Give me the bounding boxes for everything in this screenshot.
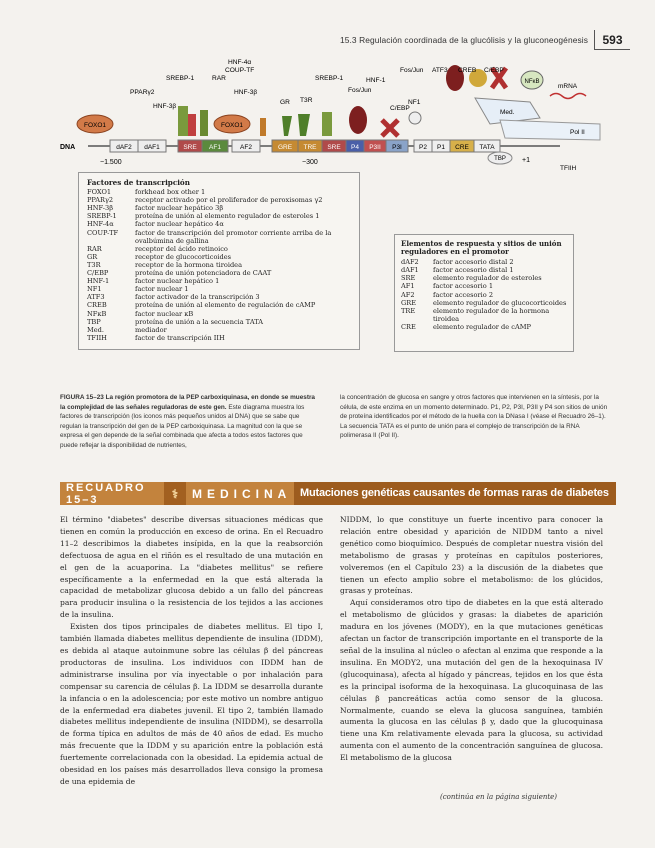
lbl-hnf3b: HNF-3β <box>153 103 177 110</box>
fosjun-protein <box>349 106 367 134</box>
body-column-right <box>340 514 603 764</box>
lbl-gr: GR <box>280 99 290 106</box>
tf-row <box>87 245 351 253</box>
re-row <box>401 299 567 307</box>
seg-sre1: SRE <box>183 144 197 151</box>
tf-definition: factor nuclear hepático 4α <box>135 220 224 229</box>
tf-abbr: PPARγ2 <box>87 196 114 205</box>
tf-row <box>87 334 351 342</box>
promoter-figure <box>60 58 620 178</box>
tf-definition: receptor activado por el proliferador de peroxisomas γ2 <box>135 196 323 205</box>
mrna-wave <box>550 94 586 99</box>
seg-daf1: dAF1 <box>144 144 160 151</box>
tf-definition: mediador <box>135 325 167 334</box>
tf-abbr: ATF3 <box>87 293 105 302</box>
seg-sre2: SRE <box>327 144 341 151</box>
foxo1-label-right: FOXO1 <box>220 122 244 129</box>
lbl-creb: CREB <box>458 67 477 74</box>
tf-definition: receptor del ácido retinoico <box>135 244 228 253</box>
left-paragraph-1: El término "diabetes" describe diversas situaciones médicas que tienen en común la producción en exceso de orina. En el Recuadro 11–2 describimos la diabetes insípida, en la que la reabsorción defectuosa de agua en el riñón es el resultado de una mutación en el gen de la acuaporina. La "diabetes mellitus" se refiere específicamente a la enfermedad en la que está alterada la capacidad de metabolizar glucosa debido a un fallo del páncreas para producir insulina o la resistencia de los tejidos a las acciones de la insulina. <box>60 515 323 620</box>
seg-p4: P4 <box>351 144 359 151</box>
tf-definition: factor activador de la transcripción 3 <box>135 293 260 302</box>
re-abbr: AF1 <box>401 282 415 291</box>
figure-caption-left <box>60 393 315 450</box>
re-definition: factor accesorio 2 <box>433 290 494 299</box>
tf-row <box>87 293 351 301</box>
re-abbr: SRE <box>401 274 416 283</box>
re-abbr: GRE <box>401 298 417 307</box>
tf-abbr: FOXO1 <box>87 188 112 197</box>
tf-abbr: GR <box>87 252 98 261</box>
tf-row <box>87 326 351 334</box>
lbl-fosjun2: Fos/Jun <box>400 67 424 74</box>
lbl-hnf1: HNF-1 <box>366 77 386 84</box>
re-abbr: TRE <box>401 306 416 315</box>
re-abbr: dAF1 <box>401 266 419 275</box>
tf-abbr: SREBP-1 <box>87 212 117 221</box>
re-row <box>401 258 567 266</box>
re-definition: factor accesorio distal 1 <box>433 266 514 275</box>
re-definition: elemento regulador de la hormona tiroidea <box>433 306 550 323</box>
med-label: Med. <box>500 109 515 116</box>
tf-definition: factor nuclear 1 <box>135 285 189 294</box>
tf-row <box>87 204 351 212</box>
re-row <box>401 266 567 274</box>
tf-legend-title: Factores de transcripción <box>87 178 190 187</box>
tf-row <box>87 310 351 318</box>
lbl-ppar: PPARγ2 <box>130 89 155 96</box>
lbl-couptf: COUP-TF <box>225 67 255 74</box>
caduceus-icon: ⚕ <box>164 482 186 505</box>
box-label: RECUADRO 15–3 <box>66 481 146 506</box>
seg-p1: P1 <box>437 144 445 151</box>
lbl-t3r: T3R <box>300 97 313 104</box>
pos-300: −300 <box>302 159 318 166</box>
lbl-rar: RAR <box>212 75 226 82</box>
tf-definition: forkhead box other 1 <box>135 188 206 197</box>
nfkb-label: NFκB <box>524 79 540 85</box>
tf-definition: proteína de unión potenciadora de CAAT <box>135 269 272 278</box>
tf-abbr: C/EBP <box>87 269 109 278</box>
re-definition: factor accesorio 1 <box>433 282 494 291</box>
re-row <box>401 282 567 290</box>
tf-row <box>87 261 351 269</box>
figure-caption-right: la concentración de glucosa en sangre y otros factores que intervienen en la síntesis, por la célula, de este enzima en un momento determinado. P1, P2, P3I, P3II y P4 son sitios de unión de proteína identificados por el método de la huella con la DNasa I (véase el Recuadro 26–1). La secuencia TATA es el punto de unión para el complejo de transcripción de la RNA polimerasa II (Pol II). <box>340 394 608 439</box>
rar-protein <box>200 110 208 136</box>
continued-note: (continúa en la página siguiente) <box>440 793 558 801</box>
pol2-shape <box>500 120 600 140</box>
re-legend-rows <box>401 258 567 331</box>
right-paragraph-2: Aquí consideramos otro tipo de diabetes en la que está alterado el metabolismo de glúcidos y grasas: la diabetes de aparición madura en los jóvenes (MODY), en la que mutaciones genéticas afectan un factor de transcripción importante en el transporte de la señal de la insulina al núcleo o afectan al enzima que responde a la insulina. En MODY2, una mutación del gen de la hexoquinasa IV (glucoquinasa), afecta al hígado y páncreas, tejidos en los que ésta es la principal isoforma de la hexoquinasa. La glucoquinasa de las células β pancreáticas actúa como sensor de la glucosa. Normalmente, cuando se eleva la glucosa sanguínea, también aumenta la glucosa en las células β y, dado que la glucoquinasa tiene una Km relativamente elevada para la glucosa, su actividad aumenta con el aumento de la concentración sanguínea de glucosa. El metabolismo de la glucosa <box>340 598 603 763</box>
tf-abbr: HNF-4α <box>87 220 114 229</box>
right-paragraph-1: NIDDM, lo que constituye un fuerte incentivo para conocer la relación entre obesidad y aparición de NIDDM tanto a nivel genético como bioquímico. Después de completar nuestra visión del metabolismo de grasas y proteínas en capítulos posteriores, volveremos (en el Capítulo 23) a la discusión de la diabetes que tienen un efecto amplio sobre el metabolismo: de los glúcidos, grasas y proteínas. <box>340 515 603 596</box>
tf-row <box>87 188 351 196</box>
srebp2-protein <box>322 112 332 136</box>
nf1-protein <box>409 112 421 124</box>
tf-abbr: HNF-1 <box>87 277 110 286</box>
seg-af2: AF2 <box>240 144 252 151</box>
re-definition: factor accesorio distal 2 <box>433 258 514 267</box>
re-legend-box <box>394 234 574 352</box>
tf-legend-rows <box>87 188 351 342</box>
lbl-srebp1a: SREBP-1 <box>166 75 195 82</box>
tf-definition: proteína de unión al elemento regulador de esteroles 1 <box>135 212 320 221</box>
tf-abbr: TFIIH <box>87 333 107 342</box>
re-row <box>401 323 567 331</box>
seg-gre: GRE <box>277 144 293 151</box>
pol2-label: Pol II <box>570 129 585 136</box>
tf-row <box>87 301 351 309</box>
seg-p2: P2 <box>419 144 427 151</box>
seg-tre: TRE <box>303 144 317 151</box>
tf-abbr: NF1 <box>87 285 102 294</box>
ppar-protein <box>178 106 188 136</box>
tf-row <box>87 318 351 326</box>
re-row <box>401 307 567 323</box>
re-abbr: dAF2 <box>401 258 419 267</box>
cebp-x-shape <box>382 120 398 136</box>
tf-abbr: RAR <box>87 244 102 253</box>
pos-1500: −1.500 <box>100 159 122 166</box>
running-title: 15.3 Regulación coordinada de la glucólisis y la gluconeogénesis <box>339 35 588 45</box>
tbp-label: TBP <box>494 156 506 162</box>
tf-row <box>87 253 351 261</box>
foxo1-label-left: FOXO1 <box>83 122 107 129</box>
lbl-hnf4a: HNF-4α <box>228 59 252 66</box>
tf-definition: receptor de glucocorticoides <box>135 252 232 261</box>
lbl-hnf3b-2: HNF-3β <box>234 89 258 96</box>
tf-definition: receptor de la hormona tiroidea <box>135 260 243 269</box>
hnf3b-protein <box>260 118 266 136</box>
tf-row <box>87 269 351 277</box>
tf-abbr: T3R <box>87 260 101 269</box>
re-legend-title: Elementos de respuesta y sitios de unión reguladores en el promotor <box>401 239 562 257</box>
re-row <box>401 291 567 299</box>
tf-abbr: CREB <box>87 301 107 310</box>
tf-definition: proteína de unión a la secuencia TATA <box>135 317 264 326</box>
seg-tata: TATA <box>479 144 495 151</box>
body-column-left <box>60 514 323 788</box>
pos-plus1: +1 <box>522 157 530 164</box>
tf-row <box>87 220 351 228</box>
box-banner <box>60 482 616 505</box>
lbl-atf3: ATF3 <box>432 67 448 74</box>
gr-protein <box>282 116 292 136</box>
box-category: MEDICINA <box>192 486 292 501</box>
lbl-cebp2: C/EBP <box>484 67 504 74</box>
seg-cre: CRE <box>455 144 469 151</box>
lbl-cebp1: C/EBP <box>390 105 410 112</box>
tf-definition: factor nuclear κB <box>135 309 194 318</box>
tf-abbr: COUP-TF <box>87 228 119 237</box>
re-definition: elemento regulador de esteroles <box>433 274 542 283</box>
tf-row <box>87 212 351 220</box>
tf-abbr: Med. <box>87 325 104 334</box>
lbl-srebp1b: SREBP-1 <box>315 75 344 82</box>
left-paragraph-2: Existen dos tipos principales de diabetes mellitus. El tipo I, también llamada diabetes mellitus dependiente de insulina (IDDM), es debida al ataque autoinmune sobre las células β del páncreas productoras de insulina. Los individuos con IDDM han de administrarse insulina por vía inyectable o por inhalación para compensar su carencia de células β. La IDDM se desarrolla durante la infancia o en la adolescencia; por este motivo un nombre antiguo de la enfermedad era diabetes juvenil. El tipo 2, también llamado diabetes mellitus independiente de insulina (NIDDM), se desarrolla de forma típica en adultos de más de 40 años de edad. Es mucho más frecuente que la IDDM y su aparición entre la población está fuertemente correlacionada con la obesidad. La epidemia actual de obesidad en los países más desarrollados lleva consigo la promesa de una epidemia de <box>60 622 323 786</box>
tf-row <box>87 196 351 204</box>
tf-row <box>87 229 351 245</box>
promoter-diagram <box>60 58 620 348</box>
tf-definition: factor nuclear hepático 1 <box>135 277 220 286</box>
re-definition: elemento regulador de cAMP <box>433 322 531 331</box>
tf-abbr: NFκB <box>87 309 107 318</box>
t3r-protein <box>298 114 310 136</box>
tf-definition: proteína de unión al elemento de regulación de cAMP <box>135 301 316 310</box>
tfiih-label: TFIIH <box>560 165 577 172</box>
tf-legend-box <box>78 172 360 350</box>
tf-row <box>87 285 351 293</box>
seg-p3ii: P3II <box>369 144 381 151</box>
page-number: 593 <box>594 30 630 50</box>
tf-row <box>87 277 351 285</box>
re-abbr: AF2 <box>401 290 415 299</box>
seg-daf2: dAF2 <box>116 144 132 151</box>
mrna-label: mRNA <box>558 83 578 90</box>
re-row <box>401 274 567 282</box>
srebp-protein <box>188 114 196 136</box>
lbl-nf1: NF1 <box>408 99 421 106</box>
tf-abbr: HNF-3β <box>87 204 114 213</box>
tf-definition: factor nuclear hepático 3β <box>135 204 224 213</box>
lbl-fosjun1: Fos/Jun <box>348 87 372 94</box>
tf-definition: factor de transcripción IIH <box>135 333 225 342</box>
seg-p3i: P3I <box>392 144 402 151</box>
figure-caption-label: FIGURA 15–23 La región promotora de la PEP carboxiquinasa, en donde se muestra la complejidad de las señales reguladoras de este gen. <box>60 394 315 411</box>
re-definition: elemento regulador de glucocorticoides <box>433 298 567 307</box>
box-title: Mutaciones genéticas causantes de formas raras de diabetes <box>294 482 616 505</box>
dna-label: DNA <box>60 144 76 151</box>
tf-definition: factor de transcripción del promotor corriente arriba de la ovalbúmina de gallina <box>135 228 332 245</box>
tf-abbr: TBP <box>87 317 101 326</box>
re-abbr: CRE <box>401 322 416 331</box>
running-header <box>330 30 630 52</box>
seg-af1: AF1 <box>209 144 221 151</box>
figure-caption-left-text: Este diagrama muestra los factores de transcripción (los iconos más pequeños unidos al DNA) que se sabe que regulan la transcripción del gen de la PEP carboxiquinasa. La magnitud con la que se expresa el gen depende de la señal combinada que afecta a todos estos factores que puede reflejar la disponibilidad de nutrientes, <box>60 403 305 449</box>
